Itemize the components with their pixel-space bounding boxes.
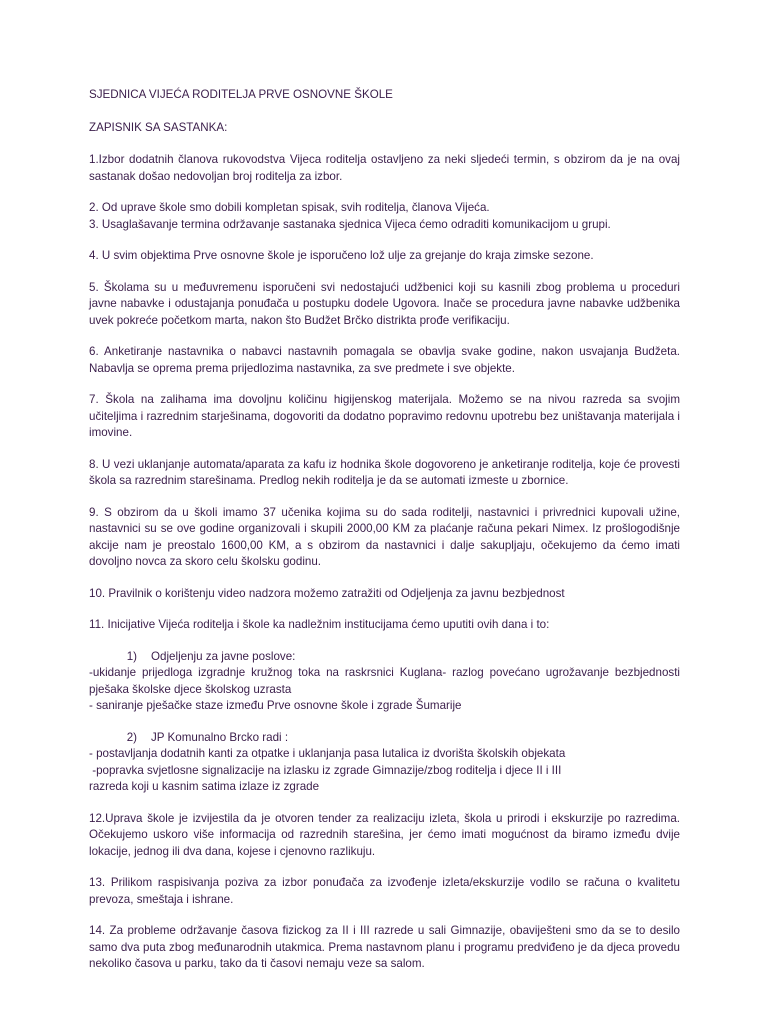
item-9: 9. S obzirom da u školi imamo 37 učenika kojima su do sada roditelji, nastavnici i privrednici kupovali užine, nastavnici su se ove godine organizovali i skupili 2000,00 KM za plaćanje računa pekari Nimex. Iz prošlogodišnje akcije nam je preostalo 1600,00 KM, a s obzirom da nastavnici i dalje sakupljaju, očekujemo da ćemo imati dovoljno novca za skoro celu školsku godinu. xyxy=(89,505,680,568)
item-10: 10. Pravilnik o korištenju video nadzora možemo zatražiti od Odjeljenja za javnu bezbjednost xyxy=(89,586,565,600)
item-11: 11. Inicijative Vijeća roditelja i škole ka nadležnim institucijama ćemo uputiti ovih dana i to: xyxy=(89,618,550,631)
item-12: 12.Uprava škole je izvijestila da je otvoren tender za realizaciju izleta, škola u prirodi i ekskurzije po razredima. Očekujemo uskoro više informacija od razrednih starešina, jer ćemo imati mogućnost da biramo između dvije lokacije, jednog ili dva dana, kojese i cjenovno razlikuju. xyxy=(89,811,680,858)
item-4: 4. U svim objektima Prve osnovne škole je isporučeno lož ulje za grejanje do kraja zimske sezone. xyxy=(89,249,594,262)
initiative-title: JP Komunalno Brcko radi : xyxy=(151,730,289,744)
initiative-number: 2) xyxy=(126,730,137,744)
item-2: 2. Od uprave škole smo dobili kompletan spisak, svih roditelja, članova Vijeća. xyxy=(89,201,490,214)
document-title: SJEDNICA VIJEĆA RODITELJA PRVE OSNOVNE ŠKOLE xyxy=(89,88,393,101)
initiative-line: -popravka svjetlosne signalizacije na izlasku iz zgrade Gimnazije/zbog roditelja i djece II i III xyxy=(89,763,562,777)
initiative-heading xyxy=(89,649,680,666)
item-3: 3. Usaglašavanje termina održavanje sastanaka sjednica Vijeca ćemo odraditi komunikacijom u grupi. xyxy=(89,217,611,231)
item-14: 14. Za probleme održavanje časova fizickog za II i III razrede u sali Gimnazije, obaviješteni smo da se to desilo samo dva puta zbog međunarodnih utakmica. Prema nastavnom planu i programu predviđeno je da djeca provedu nekoliko časova u parku, tako da ti časovi nemaju veze sa salom. xyxy=(89,924,680,970)
initiative-1 xyxy=(89,649,680,715)
item-6: 6. Anketiranje nastavnika o nabavci nastavnih pomagala se obavlja svake godine, nakon usvajanja Budžeta. Nabavlja se oprema prema prijedlozima nastavnika, za sve predmete i sve objekte. xyxy=(89,345,680,375)
item-8: 8. U vezi uklanjanje automata/aparata za kafu iz hodnika škole dogovoreno je anketiranje roditelja, koje će provesti škola sa razrednim starešinama. Predlog nekih roditelja je da se automati izmeste u zbornice. xyxy=(89,457,680,487)
item-5: 5. Školama su u međuvremenu isporučeni svi nedostajući udžbenici koji su kasnili zbog problema u proceduri javne nabavke i odustajanja ponuđača u postupku dodele Ugovora. Inače se procedura javne nabavke udžbenika uvek pokreće početkom marta, nakon što Budžet Brčko distrikta prođe verifikaciju. xyxy=(89,280,680,327)
initiative-number: 1) xyxy=(126,649,137,663)
initiative-2 xyxy=(89,730,680,796)
initiative-line: - postavljanja dodatnih kanti za otpatke i uklanjanja pasa lutalica iz dvorišta školskih objekata xyxy=(89,747,566,760)
item-1: 1.Izbor dodatnih članova rukovodstva Vijeca roditelja ostavljeno za neki sljedeći termin, s obzirom da je na ovaj sastanak došao nedovoljan broj roditelja za izbor. xyxy=(89,153,680,183)
initiative-line: -ukidanje prijedloga izgradnje kružnog toka na raskrsnici Kuglana- razlog povećano ugrožavanje bezbjednosti pješaka školske djece školskog uzrasta xyxy=(89,666,680,696)
document-body xyxy=(89,87,680,988)
initiative-heading xyxy=(89,730,680,747)
item-13: 13. Prilikom raspisivanja poziva za izbor ponuđača za izvođenje izleta/ekskurzije vodilo se računa o kvalitetu prevoza, smeštaja i ishrane. xyxy=(89,876,680,906)
initiative-line: - saniranje pješačke staze između Prve osnovne škole i zgrade Šumarije xyxy=(89,699,462,712)
initiative-title: Odjeljenju za javne poslove: xyxy=(151,649,296,663)
document-subtitle: ZAPISNIK SA SASTANKA: xyxy=(89,120,228,134)
item-7: 7. Škola na zalihama ima dovoljnu količinu higijenskog materijala. Možemo se na nivou razreda sa svojim učiteljima i razrednim starješinama, dogovoriti da dodatno popravimo redovnu upotrebu bez uništavanja materijala i imovine. xyxy=(89,393,680,439)
initiative-line: razreda koji u kasnim satima izlaze iz zgrade xyxy=(89,780,320,793)
